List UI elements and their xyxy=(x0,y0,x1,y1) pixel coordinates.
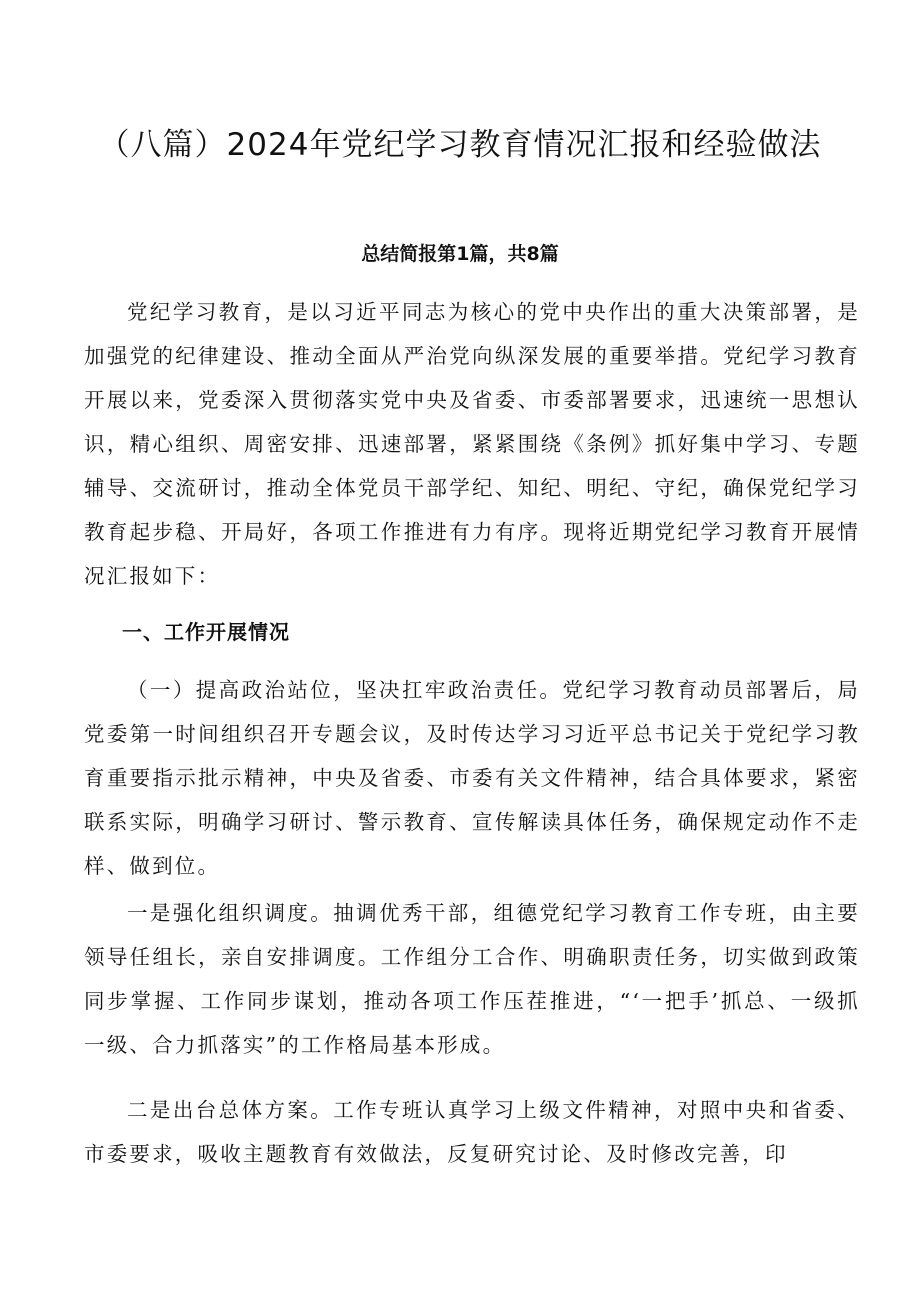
document-subtitle: 总结简报第1篇，共8篇 xyxy=(361,243,559,265)
paragraph-political-stance: （一）提高政治站位，坚决扛牢政治责任。党纪学习教育动员部署后，局党委第一时间组织召开专题会议，及时传达学习习近平总书记关于党纪学习教育重要指示批示精神，中央及省委、市委有关文件精神，结合具体要求，紧密联系实际，明确学习研讨、警示教育、宣传解读具体任务，确保规定动作不走样、做到位。 xyxy=(84,678,860,878)
paragraph-intro: 党纪学习教育，是以习近平同志为核心的党中央作出的重大决策部署，是加强党的纪律建设、推动全面从严治党向纵深发展的重要举措。党纪学习教育开展以来，党委深入贯彻落实党中央及省委、市委部署要求，迅速统一思想认识，精心组织、周密安排、迅速部署，紧紧围绕《条例》抓好集中学习、专题辅导、交流研讨，推动全体党员干部学纪、知纪、明纪、守纪，确保党纪学习教育起步稳、开局好，各项工作推进有力有序。现将近期党纪学习教育开展情况汇报如下： xyxy=(84,300,860,588)
section-heading: 一、工作开展情况 xyxy=(122,620,290,644)
document-title: （八篇）2024年党纪学习教育情况汇报和经验做法 xyxy=(98,127,822,163)
paragraph-organization: 一是强化组织调度。抽调优秀干部，组德党纪学习教育工作专班，由主要领导任组长，亲自安排调度。工作组分工合作、明确职责任务，切实做到政策同步掌握、工作同步谋划，推动各项工作压茬推进，“‘一把手’抓总、一级抓一级、合力抓落实”的工作格局基本形成。 xyxy=(84,901,860,1057)
paragraph-overall-plan: 二是出台总体方案。工作专班认真学习上级文件精神，对照中央和省委、市委要求，吸收主题教育有效做法，反复研究讨论、及时修改完善，印 xyxy=(84,1098,860,1166)
